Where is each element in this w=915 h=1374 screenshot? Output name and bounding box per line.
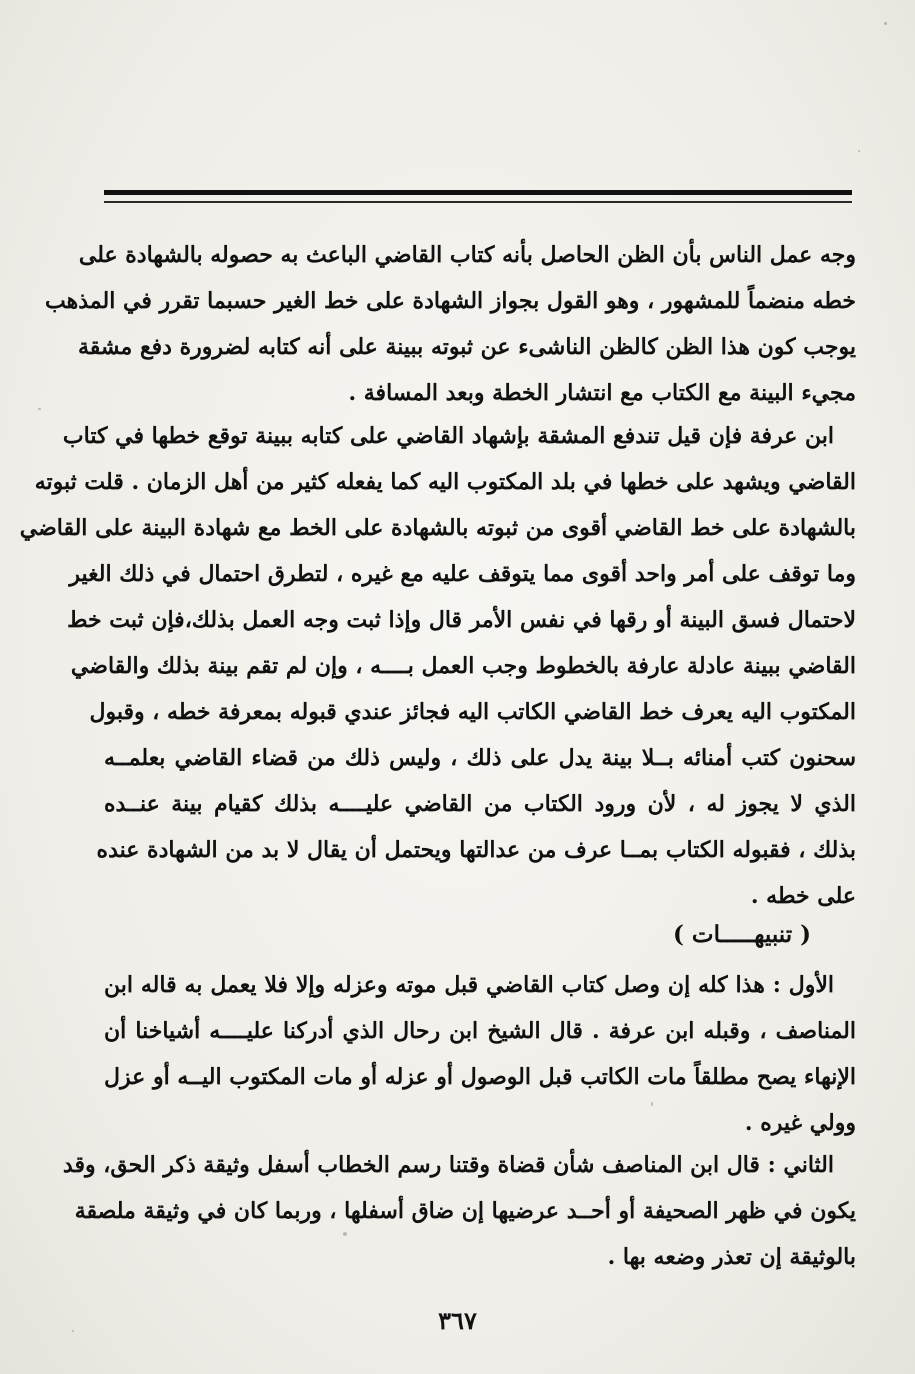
text-line: خطه منضماً للمشهور ، وهو القول بجواز الشهادة على خط الغير حسبما تقرر في المذهب: [45, 288, 856, 314]
scan-speck: [72, 1330, 74, 1332]
paragraph-3: [104, 962, 856, 1146]
text-line: وولي غيره .: [744, 1110, 856, 1136]
paragraph-1: [45, 232, 856, 416]
text-line: وما توقف على أمر واحد أقوى مما يتوقف عليه مع غيره ، لتطرق احتمال في ذلك الغير: [69, 561, 856, 587]
header-rule-thick: [104, 190, 852, 195]
text-line: القاضي ببينة عادلة عارفة بالخطوط وجب العمل بــــه ، وإن لم تقم بينة بذلك والقاضي: [70, 653, 856, 679]
paragraph-4: [62, 1142, 856, 1280]
text-line: مجيء البينة مع الكتاب مع انتشار الخطة وبعد المسافة .: [348, 380, 856, 406]
text-line: الأول : هذا كله إن وصل كتاب القاضي قبل موته وعزله وإلا فلا يعمل به قاله ابن: [104, 972, 834, 998]
text-line: القاضي ويشهد على خطها في بلد المكتوب اليه كما يفعله كثير من أهل الزمان . قلت ثبوته: [34, 469, 856, 495]
text-line: بالوثيقة إن تعذر وضعه بها .: [607, 1244, 856, 1270]
text-line: ابن عرفة فإن قيل تندفع المشقة بإشهاد القاضي على كتابه ببينة توقع خطها في كتاب: [62, 423, 834, 449]
text-line: بذلك ، فقبوله الكتاب بمــا عرف من عدالتها ويحتمل أن يقال لا بد من الشهادة عنده: [96, 837, 856, 863]
scan-speck: [884, 22, 887, 25]
text-line: الثاني : قال ابن المناصف شأن قضاة وقتنا رسم الخطاب أسفل وثيقة ذكر الحق، وقد: [62, 1152, 834, 1178]
text-line: الذي لا يجوز له ، لأن ورود الكتاب من القاضي عليــــه بذلك كقيام بينة عنــده: [104, 791, 856, 817]
paragraph-2: [19, 413, 856, 919]
text-line: بالشهادة على خط القاضي أقوى من ثبوته بالشهادة على الخط مع شهادة البينة على القاضي: [19, 515, 856, 541]
text-line: المناصف ، وقبله ابن عرفة . قال الشيخ ابن رحال الذي أدركنا عليــــه أشياخنا أن: [104, 1018, 856, 1044]
text-line: يوجب كون هذا الظن كالظن الناشىء عن ثبوته ببينة على أنه كتابه لضرورة دفع مشقة: [77, 334, 856, 360]
header-rule-thin: [104, 201, 852, 203]
page-number: ٣٦٧: [438, 1306, 477, 1335]
text-line: لاحتمال فسق البينة أو رقها في نفس الأمر قال وإذا ثبت وجه العمل بذلك،فإن ثبت خط: [67, 607, 856, 633]
text-line: وجه عمل الناس بأن الظن الحاصل بأنه كتاب القاضي الباعث به حصوله بالشهادة على: [78, 242, 856, 268]
scan-speck: [858, 150, 860, 152]
text-line: سحنون كتب أمنائه بــلا بينة يدل على ذلك ، وليس ذلك من قضاء القاضي بعلمــه: [104, 745, 856, 771]
text-line: يكون في ظهر الصحيفة أو أحــد عرضيها إن ضاق أسفلها ، وربما كان في وثيقة ملصقة: [74, 1198, 856, 1224]
text-line: على خطه .: [750, 883, 856, 909]
scan-speck: [343, 1232, 347, 1236]
scan-speck: [651, 1102, 653, 1106]
scan-speck: [38, 408, 41, 410]
section-heading: ( تنبيهـــــات ): [673, 921, 811, 948]
text-line: الإنهاء يصح مطلقاً مات الكاتب قبل الوصول أو عزله أو مات المكتوب اليــه أو عزل: [104, 1064, 856, 1090]
text-line: المكتوب اليه يعرف خط القاضي الكاتب اليه فجائز عندي قبوله بمعرفة خطه ، وقبول: [89, 699, 856, 725]
